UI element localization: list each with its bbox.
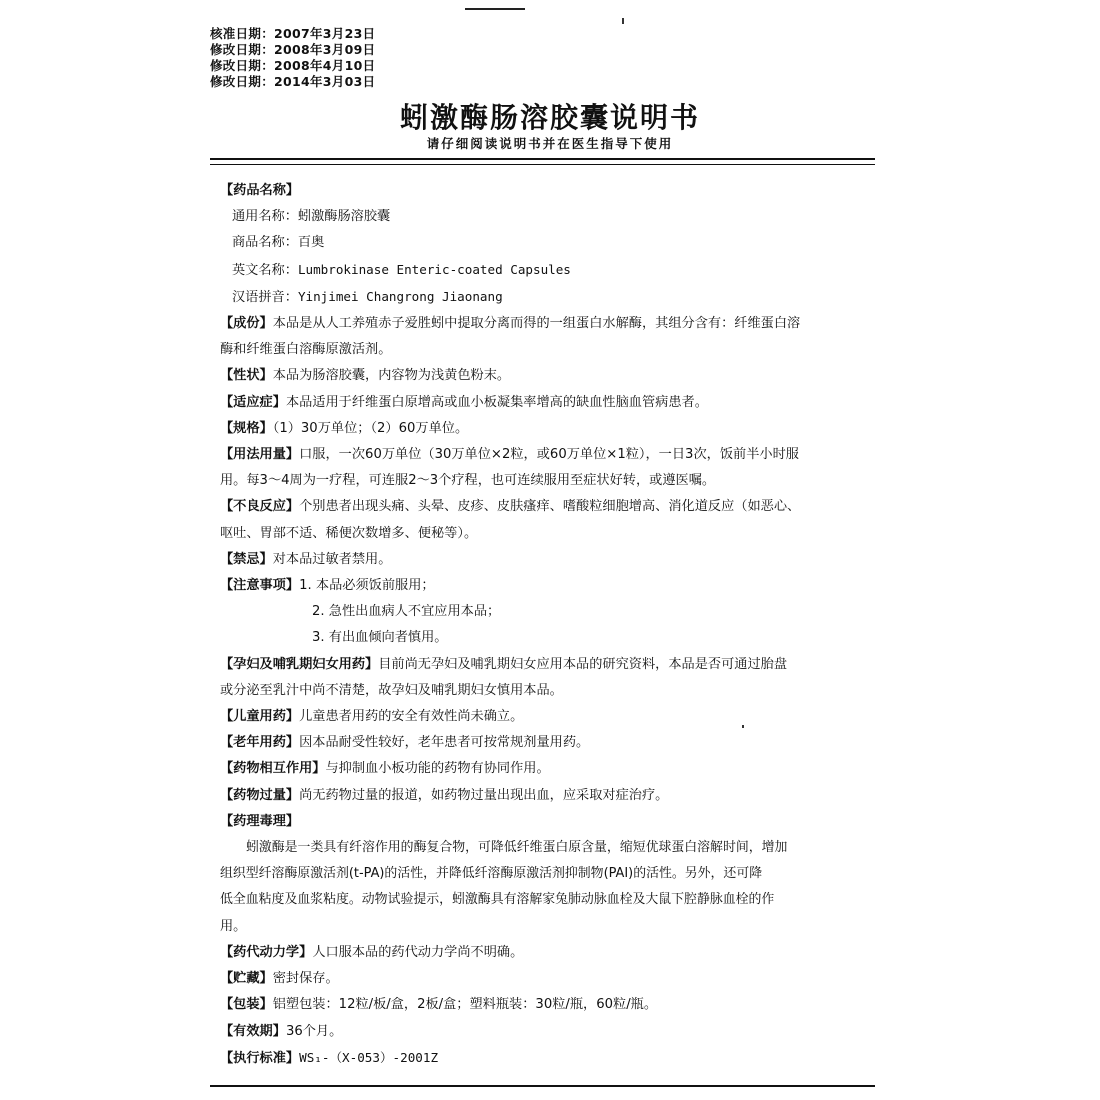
section-pediatric: 【儿童用药】儿童患者用药的安全有效性尚未确立。 [220, 709, 524, 725]
english-name: 英文名称：Lumbrokinase Enteric-coated Capsules [232, 261, 571, 278]
section-standard: 【执行标准】WS₁-（X-053）-2001Z [220, 1049, 439, 1066]
section-contraindications: 【禁忌】对本品过敏者禁用。 [220, 551, 392, 567]
precaution-item: 3. 有出血倾向者慎用。 [312, 630, 448, 646]
pharmacology-text: 用。 [220, 918, 247, 934]
pinyin-name: 汉语拼音：Yinjimei Changrong Jiaonang [232, 288, 503, 305]
header-rule-thin [210, 164, 875, 165]
section-storage: 【贮藏】密封保存。 [220, 971, 339, 987]
section-packaging: 【包装】铝塑包装：12粒/板/盒，2板/盒；塑料瓶装：30粒/瓶，60粒/瓶。 [220, 997, 658, 1013]
trade-name: 商品名称：百奥 [232, 235, 325, 251]
generic-name: 通用名称：蚓激酶肠溶胶囊 [232, 209, 391, 225]
footer-rule [210, 1085, 875, 1087]
section-dosage-cont: 用。每3～4周为一疗程，可连服2～3个疗程，也可连续服用至症状好转，或遵医嘱。 [220, 473, 716, 489]
revision-date: 修改日期：2008年4月10日 [210, 58, 376, 73]
section-dosage: 【用法用量】口服，一次60万单位（30万单位×2粒，或60万单位×1粒），一日3次，饭前半小时服 [220, 447, 799, 463]
section-composition-cont: 酶和纤维蛋白溶酶原激活剂。 [220, 342, 392, 358]
section-precautions: 【注意事项】1. 本品必须饭前服用； [220, 578, 435, 594]
leaflet-body [220, 178, 880, 1072]
pharmacology-text: 低全血粘度及血浆粘度。动物试验提示，蚓激酶具有溶解家兔肺动脉血栓及大鼠下腔静脉血栓的作 [220, 892, 775, 908]
section-pregnancy: 【孕妇及哺乳期妇女用药】目前尚无孕妇及哺乳期妇女应用本品的研究资料，本品是否可通过胎盘 [220, 656, 788, 672]
revision-date: 修改日期：2014年3月03日 [210, 74, 376, 89]
approval-dates [210, 26, 375, 90]
section-heading-drug-name: 【药品名称】 [220, 183, 300, 198]
section-specification: 【规格】（1）30万单位；（2）60万单位。 [220, 420, 469, 436]
precaution-item: 2. 急性出血病人不宜应用本品； [312, 604, 501, 620]
section-properties: 【性状】本品为肠溶胶囊，内容物为浅黄色粉末。 [220, 368, 511, 384]
approval-date: 核准日期：2007年3月23日 [210, 26, 376, 41]
section-composition: 【成份】本品是从人工养殖赤子爱胜蚓中提取分离而得的一组蛋白水解酶，其组分含有：纤维蛋白溶 [220, 316, 801, 332]
header-rule [210, 158, 875, 160]
section-overdose: 【药物过量】尚无药物过量的报道，如药物过量出现出血，应采取对症治疗。 [220, 787, 669, 803]
scan-mark [465, 8, 525, 10]
section-validity: 【有效期】36个月。 [220, 1023, 343, 1039]
section-pharmacokinetics: 【药代动力学】人口服本品的药代动力学尚不明确。 [220, 944, 524, 960]
section-interactions: 【药物相互作用】与抑制血小板功能的药物有协同作用。 [220, 761, 550, 777]
revision-date: 修改日期：2008年3月09日 [210, 42, 376, 57]
section-pregnancy-cont: 或分泌至乳汁中尚不清楚，故孕妇及哺乳期妇女慎用本品。 [220, 682, 563, 698]
section-geriatric: 【老年用药】因本品耐受性较好，老年患者可按常规剂量用药。 [220, 735, 590, 751]
section-indications: 【适应症】本品适用于纤维蛋白原增高或血小板凝集率增高的缺血性脑血管病患者。 [220, 394, 708, 410]
section-heading-pharmacology: 【药理毒理】 [220, 813, 300, 829]
document-subtitle: 请仔细阅读说明书并在医生指导下使用 [426, 136, 674, 151]
section-adverse-cont: 呕吐、胃部不适、稀便次数增多、便秘等）。 [220, 525, 478, 541]
document-title: 蚓激酶肠溶胶囊说明书 [399, 101, 700, 134]
pharmacology-text: 蚓激酶是一类具有纤溶作用的酶复合物，可降低纤维蛋白原含量，缩短优球蛋白溶解时间，增加 [246, 840, 788, 856]
section-adverse: 【不良反应】个别患者出现头痛、头晕、皮疹、皮肤瘙痒、嗜酸粒细胞增高、消化道反应（如恶心、 [220, 499, 801, 515]
scan-speck [622, 18, 624, 24]
pharmacology-text: 组织型纤溶酶原激活剂(t-PA)的活性，并降低纤溶酶原激活剂抑制物(PAI)的活性。另外，还可降 [220, 866, 763, 882]
